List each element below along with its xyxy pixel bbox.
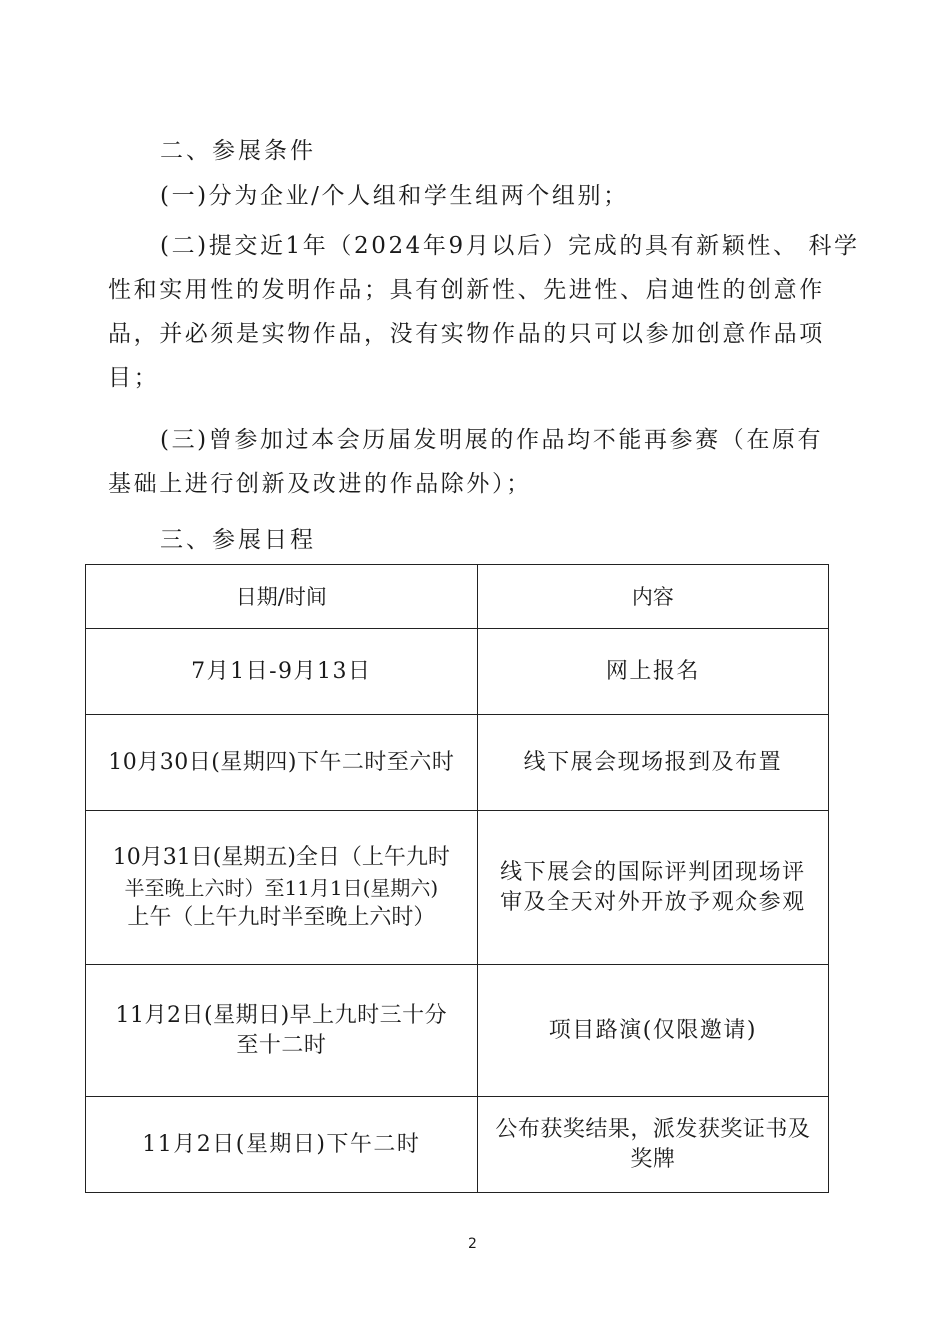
content-cell [477, 629, 828, 715]
table-row [86, 629, 829, 715]
content-text: 线下展会的国际评判团现场评 [500, 859, 806, 885]
content-text: 公布获奖结果，派发获奖证书及 [495, 1116, 811, 1142]
schedule-table [85, 564, 829, 1193]
date-text: 10月31日(星期五)全日（上午九时 [112, 844, 450, 870]
date-cell [86, 715, 478, 811]
table-row [86, 811, 829, 965]
condition-item-2-line: 品，并必须是实物作品，没有实物作品的只可以参加创意作品项 [108, 321, 825, 347]
condition-item-1-text: (一)分为企业/个人组和学生组两个组别； [160, 183, 629, 209]
header-date: 日期/时间 [86, 565, 478, 629]
condition-item-3-line: (三)曾参加过本会历届发明展的作品均不能再参赛（在原有 [160, 427, 824, 453]
table-header-row [86, 565, 829, 629]
content-text: 奖牌 [630, 1146, 676, 1172]
table-row [86, 965, 829, 1097]
condition-item-1 [108, 174, 840, 218]
date-cell [86, 965, 478, 1097]
content-text: 审及全天对外开放予观众参观 [500, 889, 806, 915]
section-heading-conditions: 二、参展条件 [160, 138, 316, 164]
date-text: 至十二时 [236, 1032, 327, 1058]
content-cell [477, 965, 828, 1097]
condition-item-3 [108, 418, 840, 506]
content-cell [477, 811, 828, 965]
date-text: 11月2日(星期日)下午二时 [142, 1131, 421, 1157]
condition-item-2-line: 性和实用性的发明作品；具有创新性、先进性、启迪性的创意作 [108, 277, 825, 303]
date-cell [86, 629, 478, 715]
content-text: 线下展会现场报到及布置 [523, 749, 783, 775]
table-row [86, 715, 829, 811]
content-cell [477, 715, 828, 811]
condition-item-2 [108, 224, 860, 400]
content-text: 项目路演(仅限邀请) [548, 1017, 757, 1043]
date-text: 7月1日-9月13日 [191, 658, 372, 684]
date-cell [86, 1097, 478, 1193]
condition-item-3-line: 基础上进行创新及改进的作品除外）； [108, 471, 532, 497]
date-cell [86, 811, 478, 965]
condition-item-2-line: 目； [108, 365, 160, 391]
date-text: 上午（上午九时半至晚上六时） [127, 904, 436, 930]
page-number: 2 [468, 1236, 477, 1252]
date-text: 半至晚上六时）至11月1日(星期六) [124, 875, 439, 900]
date-text: 10月30日(星期四)下午二时至六时 [108, 749, 455, 775]
content-cell [477, 1097, 828, 1193]
section-heading-schedule: 三、参展日程 [160, 527, 316, 553]
content-text: 网上报名 [605, 658, 700, 684]
table-row [86, 1097, 829, 1193]
condition-item-2-line: (二)提交近1年（2024年9月以后）完成的具有新颖性、 科学 [160, 233, 860, 259]
header-content: 内容 [477, 565, 828, 629]
date-text: 11月2日(星期日)早上九时三十分 [115, 1002, 448, 1028]
